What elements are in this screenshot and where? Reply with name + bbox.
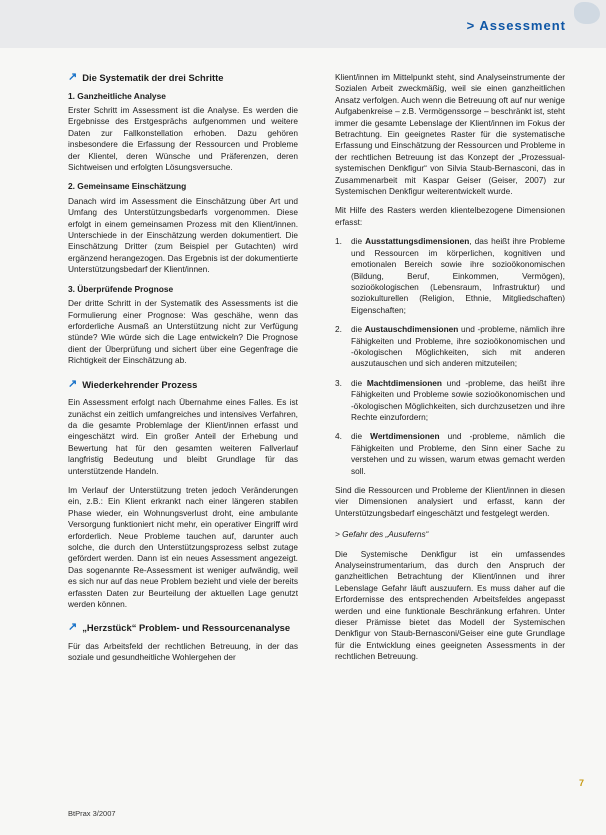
list-item-text [351, 378, 565, 424]
list-item [335, 324, 565, 370]
heading-herzstueck-text: „Herzstück“ Problem- und Ressourcenanalyse [82, 622, 291, 634]
list-item-pre: die [351, 431, 371, 442]
paragraph-herzstueck: Für das Arbeitsfeld der rechtlichen Betreuung, in der das soziale und gesundheitliche Wohlergehen der [68, 641, 298, 663]
heading-wiederkehrend [68, 379, 298, 391]
list-item-keyword: Ausstattungsdimensionen [365, 236, 470, 247]
corner-decoration [574, 2, 600, 24]
list-item-pre: die [351, 377, 367, 388]
list-item-keyword: Wertdimensionen [370, 431, 440, 442]
list-item-text [351, 324, 565, 370]
arrow-bullet-icon: ↗ [68, 377, 78, 390]
paragraph-r4: Die Systemische Denkfigur ist ein umfassendes Analyseinstrumentarium, das durch den Anspruch der ganzheitlichen Betrachtung der Klient/innen und ihrer Lebenslage Gefahr läuft auszuufern. Es muss daher auf die Erfordernisse des entsprechenden Arbeitsfeldes angepasst werden und eine funktionale Beschränkung erfahren. Unter dieser Prämisse bietet das Modell der Systemischen Denkfigur von Staub-Bernasconi/Geiser eine gute Grundlage für die Entwicklung eines geeigneten Assessments in der rechtlichen Betreuung. [335, 548, 565, 662]
step1-title: 1. Ganzheitliche Analyse [68, 90, 166, 101]
paragraph-r2: Mit Hilfe des Rasters werden klientelbezogene Dimensionen erfasst: [335, 205, 565, 227]
list-item-keyword: Machtdimensionen [366, 377, 442, 388]
page-number: 7 [578, 778, 584, 788]
list-item-rest: und -probleme, das heißt ihre Fähigkeiten und Probleme sowie sozioökonomischen und -ökologischen Möglichkeiten, sich durchzusetzen und ihre Rechte einzufordern; [351, 377, 565, 422]
list-item-rest: und -probleme, nämlich ihre Fähigkeiten und Probleme, ihre sozioökonomischen und -ökologischen Möglichkeiten, sich mit anderen auszutauschen und sich anderen mitzuteilen; [351, 324, 565, 369]
heading-systematik-text: Die Systematik der drei Schritte [82, 72, 224, 83]
dimension-list [335, 236, 565, 477]
step2-text: Danach wird im Assessment die Einschätzung über Art und Umfang des Unterstützungsbedarfs vorgenommen. Diese erfolgt in einem gemeinsamen Prozess mit den Klient/innen. Unterschiede in der Einschätzung werden dokumentiert. Die Einschätzung Dritter (zum Beispiel per Gutachten) wird ergänzend herangezogen. Das Ergebnis ist der dokumentierte Unterstützungsbedarf der Klient/innen. [68, 195, 298, 275]
list-item-rest: und -probleme, nämlich die Fähigkeiten und Probleme, den Sinn einer Sache zu verstehen und zu wissen, warum etwas gemacht werden soll. [351, 431, 565, 476]
heading-wiederkehrend-text: Wiederkehrender Prozess [82, 378, 198, 390]
list-item-keyword: Austauschdimensionen [364, 324, 459, 335]
list-item-number: 2. [335, 324, 342, 335]
step2-title: 2. Gemeinsame Einschätzung [68, 181, 187, 192]
list-item-text [351, 236, 565, 316]
list-item [335, 236, 565, 316]
list-item-pre: die [351, 236, 366, 247]
arrow-bullet-icon: ↗ [68, 71, 78, 83]
footer-issue: BtPrax 3/2007 [68, 809, 116, 818]
list-item-number: 1. [335, 236, 342, 247]
list-item-text [351, 431, 565, 477]
step3-text: Der dritte Schritt in der Systematik des Assessments ist die Formulierung einer Prognose: Was geschähe, wenn das erforderliche Ausmaß an Unterstützung nicht zur Verfügung stünde? Wie würde sich die Lage entwickeln? Die Prognose dient der Überprüfung und sichert über eine Gegenfrage die Richtigkeit der Einschätzung ab. [68, 298, 298, 366]
heading-herzstueck [68, 622, 298, 634]
list-item-pre: die [351, 324, 365, 335]
list-item-number: 4. [335, 431, 342, 442]
section-tag: > Assessment [466, 18, 566, 33]
subheading-ausufern: > Gefahr des „Ausuferns“ [335, 529, 429, 540]
left-column [68, 72, 298, 672]
step1-text: Erster Schritt im Assessment ist die Analyse. Es werden die Ergebnisse des Erstgesprächs aufgenommen und weitere Daten zur Fallkonstellation erhoben. Dazu gehören insbesondere die Erfassung der Ressourcen und Probleme der Klientel, deren Wünsche und Präferenzen, deren Sichtweisen und erfolgten Lösungsversuche. [68, 105, 298, 173]
arrow-bullet-icon: ↗ [68, 621, 78, 634]
step3-title: 3. Überprüfende Prognose [68, 283, 174, 294]
heading-systematik [68, 72, 298, 84]
paragraph-r3: Sind die Ressourcen und Probleme der Klient/innen in diesen vier Dimensionen analysiert und erfasst, kann der Unterstützungsbedarf eingeschätzt und festgelegt werden. [335, 485, 565, 518]
paragraph-wk2: Im Verlauf der Unterstützung treten jedoch Veränderungen ein, z.B.: Ein Klient erkrankt nach einer längeren stabilen Phase wieder, ein Wohnungsverlust droht, eine ambulante Versorgung funktioniert nicht mehr, ein operativer Eingriff wird erforderlich. Neue Probleme tauchen auf, darunter auch solche, die durch den Unterstützungsprozess selbst zutage gefördert werden. Dann ist ein neues Assessment angezeigt. Das sogenannte Re-Assessment ist weniger aufwändig, weil es sich nur auf das neue Problem bezieht und viele der bereits erfassten Daten zur Beurteilung der aktuellen Lage genutzt werden können. [68, 484, 298, 610]
right-column [335, 72, 565, 671]
list-item-rest: , das heißt ihre Probleme und Ressourcen im körperlichen, kognitiven und emotionalen Bereich sowie ihre sozioökonomischen (Bildung, Beruf, Einkommen, Vermögen), sozioökologischen (Lebensraum, Infrastruktur) und soziokulturellen (Religion, Ethnie, Mitgliedschaften) Eigenschaften; [351, 236, 565, 315]
paragraph-wk1: Ein Assessment erfolgt nach Übernahme eines Falles. Es ist zunächst ein zeitlich umfangreiches und intensives Verfahren, da die gesamte Problemlage der Klient/innen erfasst und eingeschätzt wird. Ein großer Anteil der Erhebung und Bewertung hat für den gesamten weiteren Fallverlauf langfristig Bedeutung und bleibt Grundlage für das unterstützende Handeln. [68, 397, 298, 476]
list-item [335, 378, 565, 424]
list-item [335, 431, 565, 477]
paragraph-r1: Klient/innen im Mittelpunkt steht, sind Analyseinstrumente der Sozialen Arbeit zweckmäßig, weil sie einen ganzheitlichen Ansatz verfolgen. Auch wenn die Betreuung oft auf nur wenige Aufgabenkreise – z.B. Vermögenssorge – beschränkt ist, steht immer die gesamte Lebenslage der Klient/innen im Fokus der Betrachtung. Ein geeignetes Raster für die systematische Erfassung und Einschätzung der Ressourcen und Probleme in der rechtlichen Betreuung ist das Konzept der „Prozessual-systemischen Denkfigur“ von Silvia Staub-Bernasconi, das in Zusammenarbeit mit Kaspar Geiser (Geiser, 2007) zur Systemischen Denkfigur weiterentwickelt wurde. [335, 72, 565, 197]
list-item-number: 3. [335, 377, 342, 388]
